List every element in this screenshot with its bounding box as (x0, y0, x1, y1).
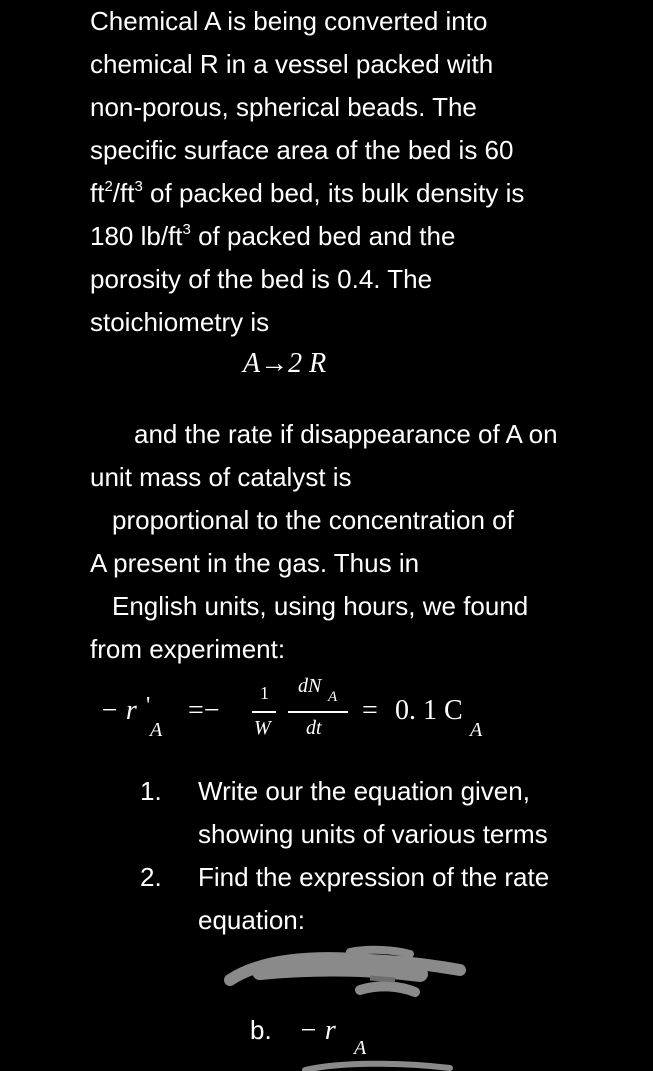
frac1-numerator: 1 (260, 683, 269, 703)
intro-line-3: non-porous, spherical beads. The (90, 92, 477, 122)
intro-line-8: stoichiometry is (90, 307, 270, 337)
intro-line-7: porosity of the bed is 0.4. The (90, 264, 433, 294)
sub-item-expr: − r (298, 1015, 336, 1046)
question-list (140, 770, 620, 942)
frac2-numerator: dN (298, 675, 322, 697)
rate-equation (100, 675, 620, 750)
eq-sub-a: A (150, 719, 163, 741)
rate-paragraph (90, 413, 630, 671)
rate-line-2: unit mass of catalyst is (90, 462, 352, 492)
frac2-bar (288, 711, 348, 713)
list-item-number: 2. (140, 862, 162, 892)
frac2-sub: A (328, 689, 338, 705)
intro-line-4: specific surface area of the bed is 60 (90, 135, 514, 165)
eq-rhs: 0. 1 C (395, 695, 463, 726)
redaction-scribble (220, 940, 480, 1010)
rate-line-4: A present in the gas. Thus in (90, 548, 420, 578)
frac2-denominator: dt (306, 717, 322, 739)
intro-paragraph (90, 0, 630, 344)
list-item (140, 856, 620, 942)
eq-prime: ' (146, 693, 151, 719)
rate-line-1: and the rate if disappearance of A on (134, 419, 558, 449)
list-item-text-line-2: equation: (198, 905, 305, 935)
rate-line-3: proportional to the concentration of (112, 505, 514, 535)
sub-item-sub: A (354, 1037, 367, 1059)
list-item-text-line-1: Write our the equation given, (198, 776, 530, 806)
intro-line-2: chemical R in a vessel packed with (90, 49, 494, 79)
frac1-bar (252, 711, 276, 713)
list-item-text-line-1: Find the expression of the rate (198, 862, 550, 892)
redaction-scribble-bottom (300, 1060, 460, 1071)
sub-item-b (250, 1015, 367, 1059)
reaction-equation: A→2 R (243, 348, 327, 379)
eq-equals: = (362, 695, 378, 726)
list-item-text-line-2: showing units of various terms (198, 819, 548, 849)
sub-item-label: b. (250, 1015, 272, 1045)
intro-line-5: $ft^2/ft^3$ of packed bed, its bulk density is (90, 178, 525, 208)
rate-line-6: from experiment: (90, 634, 286, 664)
list-item (140, 770, 620, 856)
intro-line-6: 180 $lb/ft^3$ of packed bed and the (90, 221, 456, 251)
eq-minus-r: − r (100, 695, 137, 726)
intro-line-1: Chemical A is being converted into (90, 6, 488, 36)
eq-equals-minus: =− (188, 695, 220, 726)
frac1-denominator: W (254, 717, 271, 739)
list-item-number: 1. (140, 776, 162, 806)
rate-line-5: English units, using hours, we found (112, 591, 529, 621)
eq-rhs-sub: A (470, 719, 483, 741)
